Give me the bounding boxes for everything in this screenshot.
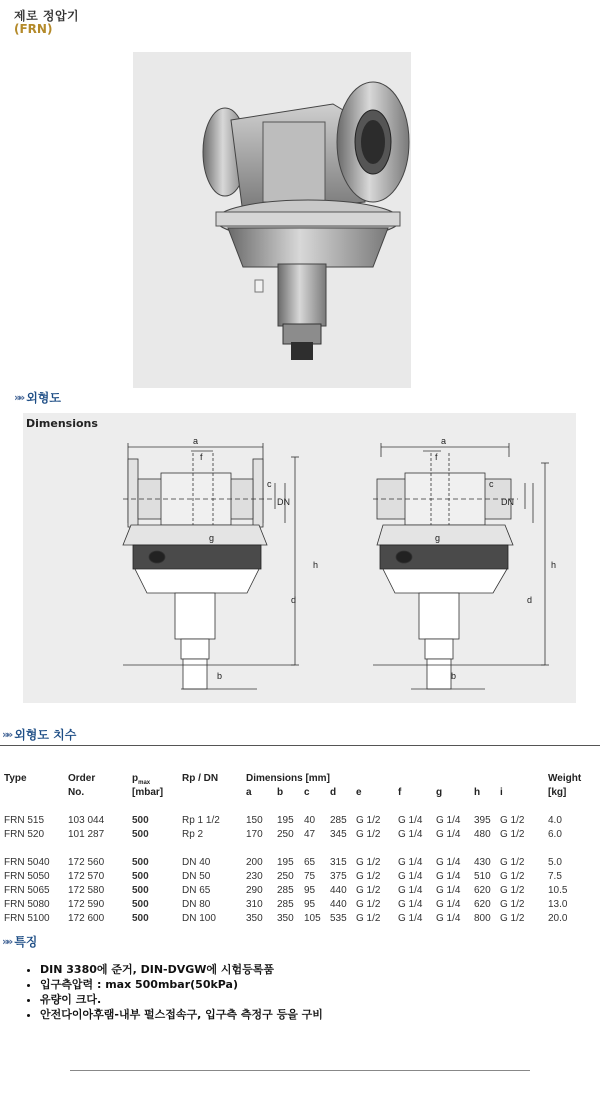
section-outline-heading (14, 389, 61, 406)
table-cell: 172 600 (68, 913, 105, 924)
left-dim-h: h (313, 560, 319, 570)
dimensions-drawing (23, 413, 576, 703)
col-f: f (398, 787, 402, 798)
section-divider (0, 745, 600, 746)
table-cell: 195 (277, 857, 294, 868)
table-cell: FRN 5080 (4, 899, 50, 910)
table-cell: G 1/4 (398, 829, 423, 840)
spec-table (4, 773, 588, 927)
table-cell: 5.0 (548, 857, 562, 868)
table-cell: 285 (277, 899, 294, 910)
footer-divider (70, 1070, 530, 1071)
table-row (4, 829, 588, 843)
table-cell: G 1/4 (398, 885, 423, 896)
left-dim-dn: DN (277, 497, 290, 507)
col-e: e (356, 787, 362, 798)
table-cell: G 1/4 (436, 871, 461, 882)
right-dim-g: g (435, 533, 441, 543)
double-arrow-icon: »» (14, 391, 23, 404)
table-cell: G 1/4 (436, 857, 461, 868)
table-cell: 440 (330, 885, 347, 896)
table-row (4, 899, 588, 913)
table-cell: 350 (277, 913, 294, 924)
table-cell: 150 (246, 815, 263, 826)
table-cell: 800 (474, 913, 491, 924)
table-cell: G 1/2 (356, 913, 381, 924)
table-cell: DN 80 (182, 899, 211, 910)
table-cell: 20.0 (548, 913, 568, 924)
table-cell: 47 (304, 829, 316, 840)
table-cell: 310 (246, 899, 263, 910)
left-dim-a: a (193, 436, 199, 446)
table-cell: 4.0 (548, 815, 562, 826)
col-p-label: p (132, 773, 139, 784)
table-cell: FRN 5065 (4, 885, 50, 896)
col-a: a (246, 787, 252, 798)
table-cell: G 1/4 (398, 815, 423, 826)
table-cell: G 1/4 (398, 913, 423, 924)
table-row (4, 913, 588, 927)
table-cell: G 1/2 (500, 857, 525, 868)
table-cell: G 1/4 (436, 885, 461, 896)
right-dim-f: f (435, 452, 438, 462)
left-dim-b: b (217, 671, 223, 681)
table-cell: 200 (246, 857, 263, 868)
table-cell: G 1/2 (356, 857, 381, 868)
feature-item: • 유량이 크다. (40, 992, 323, 1007)
col-rpdn: Rp / DN (182, 773, 219, 784)
table-cell: 95 (304, 899, 316, 910)
table-cell: 500 (132, 913, 149, 924)
col-weight-unit: [kg] (548, 787, 567, 798)
table-cell: 350 (246, 913, 263, 924)
table-cell: 290 (246, 885, 263, 896)
table-cell: 40 (304, 815, 316, 826)
table-cell: 7.5 (548, 871, 562, 882)
table-cell: FRN 520 (4, 829, 45, 840)
left-dim-f: f (200, 452, 203, 462)
right-dim-d: d (527, 595, 533, 605)
table-cell: 250 (277, 829, 294, 840)
table-cell: 480 (474, 829, 491, 840)
table-cell: FRN 515 (4, 815, 45, 826)
col-b: b (277, 787, 284, 798)
table-group-threaded (4, 815, 588, 843)
table-cell: 105 (304, 913, 321, 924)
feature-item: • DIN 3380에 준거, DIN-DVGW에 시험등록품 (40, 962, 323, 977)
table-cell: G 1/4 (398, 899, 423, 910)
table-cell: G 1/2 (356, 871, 381, 882)
table-cell: 285 (330, 815, 347, 826)
page-title: 제로 정압기 (14, 9, 80, 23)
table-cell: G 1/2 (500, 871, 525, 882)
table-cell: G 1/2 (356, 815, 381, 826)
table-cell: 103 044 (68, 815, 105, 826)
col-i: i (500, 787, 503, 798)
table-subheader-row (4, 787, 588, 801)
col-order: Order (68, 773, 96, 784)
table-cell: G 1/2 (500, 815, 525, 826)
table-cell: G 1/4 (436, 899, 461, 910)
table-cell: G 1/4 (436, 913, 461, 924)
col-g: g (436, 787, 443, 798)
table-cell: 13.0 (548, 899, 568, 910)
table-cell: 65 (304, 857, 316, 868)
table-cell: DN 65 (182, 885, 211, 896)
table-cell: 101 287 (68, 829, 105, 840)
table-cell: 6.0 (548, 829, 562, 840)
table-header-row (4, 773, 588, 787)
table-cell: G 1/2 (500, 913, 525, 924)
table-cell: 500 (132, 871, 149, 882)
table-cell: 430 (474, 857, 491, 868)
table-cell: DN 100 (182, 913, 216, 924)
table-cell: 172 560 (68, 857, 105, 868)
table-cell: 285 (277, 885, 294, 896)
table-row (4, 885, 588, 899)
table-cell: G 1/4 (398, 871, 423, 882)
left-dim-d: d (291, 595, 297, 605)
double-arrow-icon: »» (2, 935, 11, 948)
table-cell: 500 (132, 885, 149, 896)
table-cell: G 1/2 (500, 829, 525, 840)
regulator-illustration (133, 52, 411, 388)
col-p-sub: max (138, 780, 151, 786)
model-code: (FRN) (14, 22, 53, 36)
table-cell: 172 590 (68, 899, 105, 910)
product-photo (133, 52, 411, 388)
table-cell: Rp 1 1/2 (182, 815, 220, 826)
col-p (132, 773, 182, 787)
table-cell: 510 (474, 871, 491, 882)
col-c: c (304, 787, 310, 798)
table-cell: 395 (474, 815, 491, 826)
col-p-unit: [mbar] (132, 787, 164, 798)
table-cell: DN 40 (182, 857, 211, 868)
dimension-diagram (23, 413, 576, 703)
table-cell: 440 (330, 899, 347, 910)
col-dimensions: Dimensions [mm] (246, 773, 330, 784)
table-row (4, 871, 588, 885)
left-dim-g: g (209, 533, 215, 543)
right-dim-c: c (489, 479, 494, 489)
table-cell: G 1/2 (500, 899, 525, 910)
double-arrow-icon: »» (2, 728, 11, 741)
section-outline-label: 외형도 (26, 391, 61, 405)
feature-item: • 입구측압력 : max 500mbar(50kPa) (40, 977, 323, 992)
table-row (4, 815, 588, 829)
col-weight: Weight (548, 773, 582, 784)
table-cell: FRN 5100 (4, 913, 50, 924)
section-outline-dims-heading (2, 726, 76, 743)
table-cell: Rp 2 (182, 829, 204, 840)
table-cell: FRN 5050 (4, 871, 50, 882)
table-cell: 170 (246, 829, 263, 840)
table-cell: G 1/4 (398, 857, 423, 868)
table-cell: 75 (304, 871, 316, 882)
col-d: d (330, 787, 337, 798)
left-dim-c: c (267, 479, 272, 489)
table-cell: 172 570 (68, 871, 105, 882)
table-cell: 230 (246, 871, 263, 882)
table-cell: G 1/4 (436, 829, 461, 840)
right-dim-dn: DN (501, 497, 514, 507)
table-cell: G 1/4 (436, 815, 461, 826)
table-group-flanged (4, 857, 588, 927)
table-cell: 620 (474, 899, 491, 910)
table-cell: 250 (277, 871, 294, 882)
right-dim-a: a (441, 436, 447, 446)
table-cell: 375 (330, 871, 347, 882)
table-cell: FRN 5040 (4, 857, 50, 868)
table-cell: 95 (304, 885, 316, 896)
feature-list (22, 962, 323, 1022)
table-cell: 10.5 (548, 885, 568, 896)
table-cell: 535 (330, 913, 347, 924)
right-dim-b: b (451, 671, 457, 681)
table-cell: 172 580 (68, 885, 105, 896)
table-cell: 500 (132, 829, 149, 840)
table-cell: DN 50 (182, 871, 211, 882)
table-cell: G 1/2 (356, 829, 381, 840)
table-cell: G 1/2 (356, 899, 381, 910)
table-cell: 195 (277, 815, 294, 826)
table-cell: 500 (132, 857, 149, 868)
table-cell: 345 (330, 829, 347, 840)
table-cell: 620 (474, 885, 491, 896)
section-features-heading (2, 933, 37, 950)
table-cell: 500 (132, 899, 149, 910)
table-row (4, 857, 588, 871)
dimensions-title: Dimensions (26, 417, 98, 430)
section-outline-dims-label: 외형도 치수 (14, 728, 77, 742)
feature-item: • 안전다이아후램-내부 펄스접속구, 입구측 측정구 등을 구비 (40, 1007, 323, 1022)
section-features-label: 특징 (14, 935, 38, 949)
col-h: h (474, 787, 481, 798)
table-cell: G 1/2 (356, 885, 381, 896)
col-type: Type (4, 773, 27, 784)
table-cell: 315 (330, 857, 347, 868)
col-order-no: No. (68, 787, 85, 798)
table-cell: G 1/2 (500, 885, 525, 896)
right-dim-h: h (551, 560, 557, 570)
table-cell: 500 (132, 815, 149, 826)
